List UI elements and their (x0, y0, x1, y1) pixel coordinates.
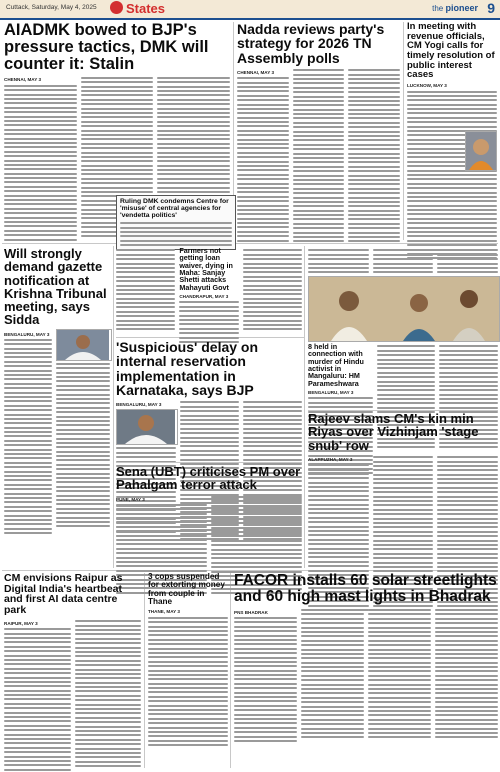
headline: Will strongly demand gazette notification at Krishna Tribunal meeting, says Sidda (4, 246, 107, 328)
article-sidda (4, 247, 110, 534)
article-dateline: CHENNAI, MAY 3 (237, 69, 275, 75)
headline: Farmers not getting loan waiver, dying in Maha: Sanjay Shetti attacks Mahayuti Govt (179, 246, 233, 292)
article-dateline: LUCKNOW, MAY 3 (407, 83, 447, 89)
portrait-photo (56, 329, 112, 361)
headline: Ruling DMK condemns Centre for 'misuse' of central agencies for 'vendetta politics' (120, 198, 229, 219)
article-dateline: PNS BHADRAK (234, 609, 268, 615)
portrait-image (57, 330, 109, 360)
article-raipur (4, 573, 141, 771)
portrait-photo (465, 131, 497, 171)
headline: In meeting with revenue officials, CM Yogi calls for timely resolution of public interest cases (407, 21, 495, 81)
article-dmk-agencies (116, 195, 236, 250)
headline: FACOR installs 60 solar streetlights and 60 high mast lights in Bhadrak (234, 572, 497, 605)
headline: Rajeev slams CM's kin min Riyas over Vizhinjam 'stage snub' row (308, 411, 479, 453)
headline: 3 cops suspended for extorting money from couple in Thane (148, 572, 225, 607)
headline: Sena (UBT) criticises PM over Pahalgam terror attack (116, 464, 301, 493)
headline: 8 held in connection with murder of Hindu activist in Mangaluru: HM Parameshwara (308, 342, 364, 388)
article-dateline: CHENNAI, MAY 3 (4, 77, 42, 83)
voting-image (309, 277, 499, 341)
column-rule (144, 573, 145, 768)
article-yogi (407, 22, 497, 259)
column-rule (403, 22, 404, 240)
column-rule (230, 573, 231, 768)
article-body (237, 67, 400, 243)
column-rule (113, 246, 114, 568)
section-marker-icon (110, 1, 123, 14)
article-dateline: BENGALURU, MAY 3 (4, 331, 50, 337)
dateline: Cuttack, Saturday, May 4, 2025 (6, 4, 97, 11)
article-dateline: BENGALURU, MAY 3 (308, 390, 354, 396)
headline: AIADMK bowed to BJP's pressure tactics, DMK will counter it: Stalin (4, 21, 209, 73)
article-dateline: RAIPUR, MAY 3 (4, 620, 38, 626)
article-dateline: THANE, MAY 3 (148, 609, 180, 615)
page-number: 9 (487, 0, 495, 16)
article-thane (148, 573, 228, 746)
article-dateline: BENGALURU, MAY 3 (116, 402, 162, 408)
article-farmers (116, 247, 302, 343)
article-facor (234, 573, 498, 742)
article-nadda (237, 22, 400, 242)
headline: 'Suspicious' delay on internal reservation implementation in Karnataka, says BJP (116, 339, 259, 398)
article-dateline: PUNE, MAY 3 (116, 496, 145, 502)
headline: Nadda reviews party's strategy for 2026 TN Assembly polls (237, 21, 385, 66)
portrait-image (117, 410, 175, 444)
article-dateline: CHANDRAPUR, MAY 3 (179, 294, 229, 300)
photo-voting (308, 276, 500, 342)
headline: CM envisions Raipur as Digital India's heartbeat and first AI data centre park (4, 572, 123, 617)
portrait-image (466, 132, 496, 170)
masthead-strip (0, 0, 500, 20)
brand-logo: the pioneer (432, 3, 478, 13)
article-dateline: ALAPPUZHA, MAY 3 (308, 456, 353, 462)
portrait-photo (116, 409, 178, 445)
section-title: States (126, 1, 166, 16)
column-rule (304, 246, 305, 568)
